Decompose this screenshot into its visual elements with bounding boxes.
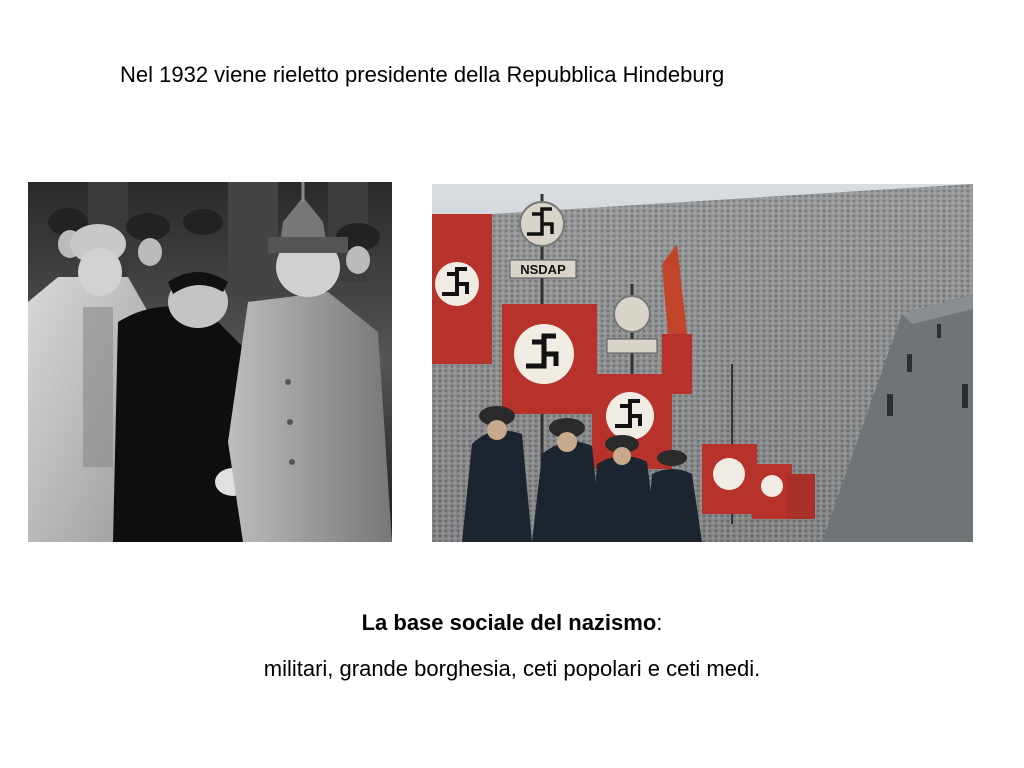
slide-title: Nel 1932 viene rieletto presidente della Repubblica Hindeburg: [120, 62, 725, 87]
photo-nsdap-rally-icon: [432, 184, 973, 542]
photo-hindenburg-ceremony-icon: [28, 182, 392, 542]
banner-text: NSDAP: [520, 262, 566, 277]
caption-body: militari, grande borghesia, ceti popolari e ceti medi.: [263, 656, 761, 681]
caption-heading-bold: La base sociale del nazismo: [361, 610, 657, 635]
caption-heading: [0, 608, 1024, 638]
caption-heading-colon: :: [656, 610, 663, 635]
